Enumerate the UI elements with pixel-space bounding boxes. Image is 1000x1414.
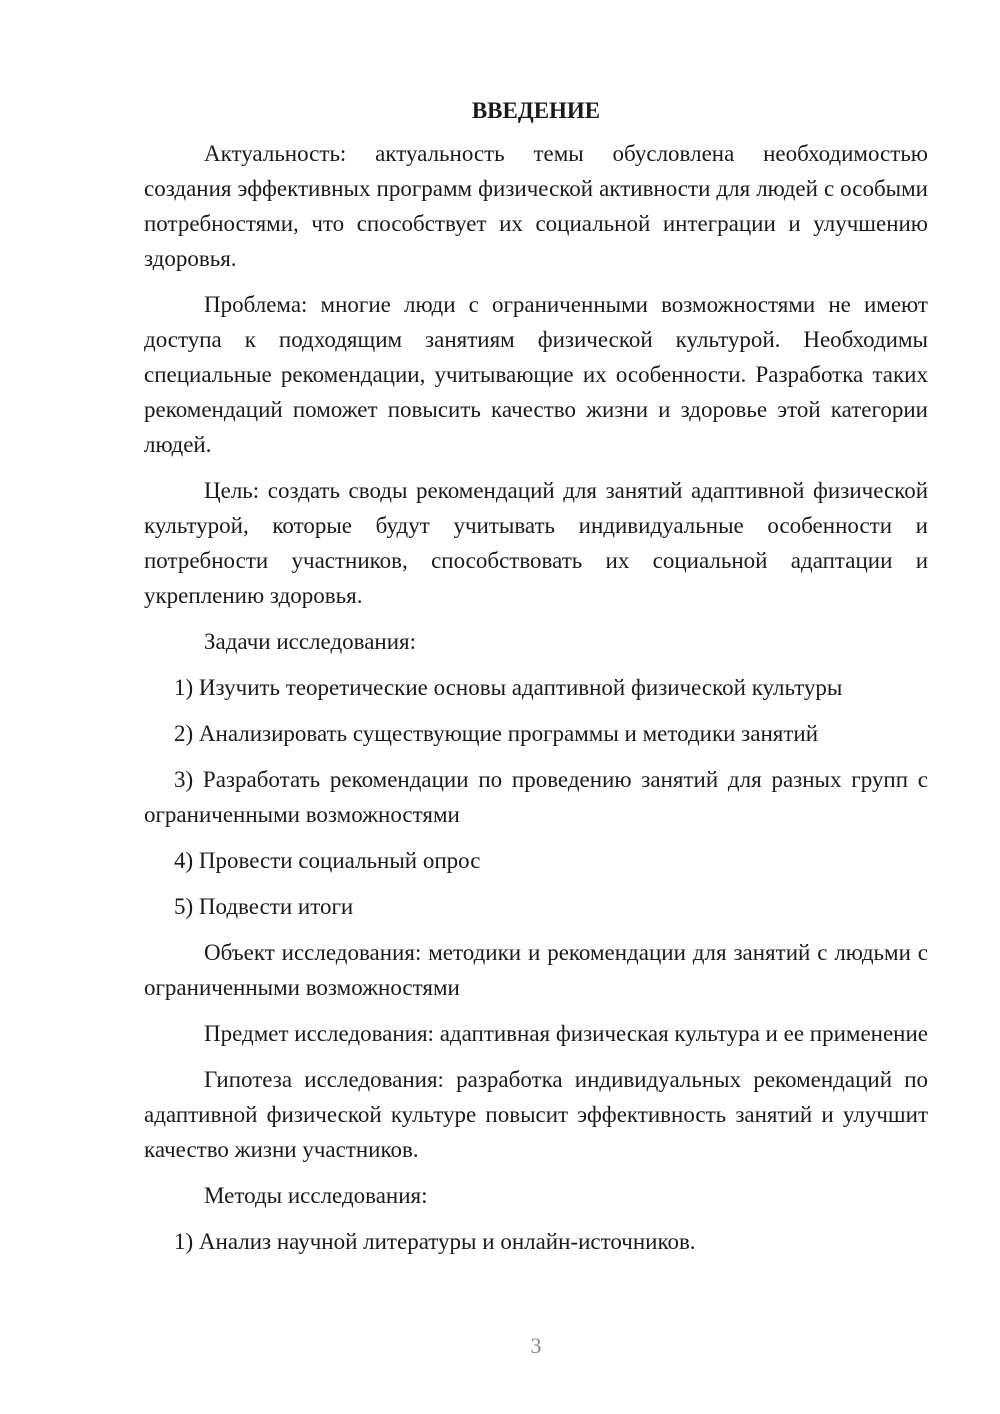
page-number: 3: [530, 1333, 542, 1358]
task-item: 2) Анализировать существующие программы и методики занятий: [174, 721, 819, 746]
tasks-heading: Задачи исследования:: [204, 629, 417, 654]
document-body: [144, 96, 928, 1270]
subject-paragraph: Предмет исследования: адаптивная физическая культура и ее применение: [204, 1021, 928, 1046]
task-item: 4) Провести социальный опрос: [174, 848, 481, 873]
relevance-paragraph: Актуальность: актуальность темы обусловлена необходимостью создания эффективных программ физической активности для людей с особыми потребностями, что способствует их социальной интеграции и улучшению здоровья.: [144, 141, 928, 271]
task-item: 5) Подвести итоги: [174, 894, 354, 919]
hypothesis-paragraph: Гипотеза исследования: разработка индивидуальных рекомендаций по адаптивной физической культуре повысит эффективность занятий и улучшит качество жизни участников.: [144, 1067, 928, 1162]
object-paragraph: Объект исследования: методики и рекомендации для занятий с людьми с ограниченными возможностями: [144, 940, 928, 1000]
section-title: ВВЕДЕНИЕ: [471, 98, 601, 123]
methods-heading: Методы исследования:: [204, 1183, 428, 1208]
task-item: 1) Изучить теоретические основы адаптивной физической культуры: [174, 675, 843, 700]
problem-paragraph: Проблема: многие люди с ограниченными возможностями не имеют доступа к подходящим занятиям физической культурой. Необходимы специальные рекомендации, учитывающие их особенности. Разработка таких рекомендаций поможет повысить качество жизни и здоровье этой категории людей.: [144, 292, 928, 457]
task-item: 3) Разработать рекомендации по проведению занятий для разных групп с ограниченными возможностями: [144, 767, 928, 827]
method-item: 1) Анализ научной литературы и онлайн-источников.: [174, 1229, 696, 1254]
goal-paragraph: Цель: создать своды рекомендаций для занятий адаптивной физической культурой, которые будут учитывать индивидуальные особенности и потребности участников, способствовать их социальной адаптации и укреплению здоровья.: [144, 478, 928, 608]
